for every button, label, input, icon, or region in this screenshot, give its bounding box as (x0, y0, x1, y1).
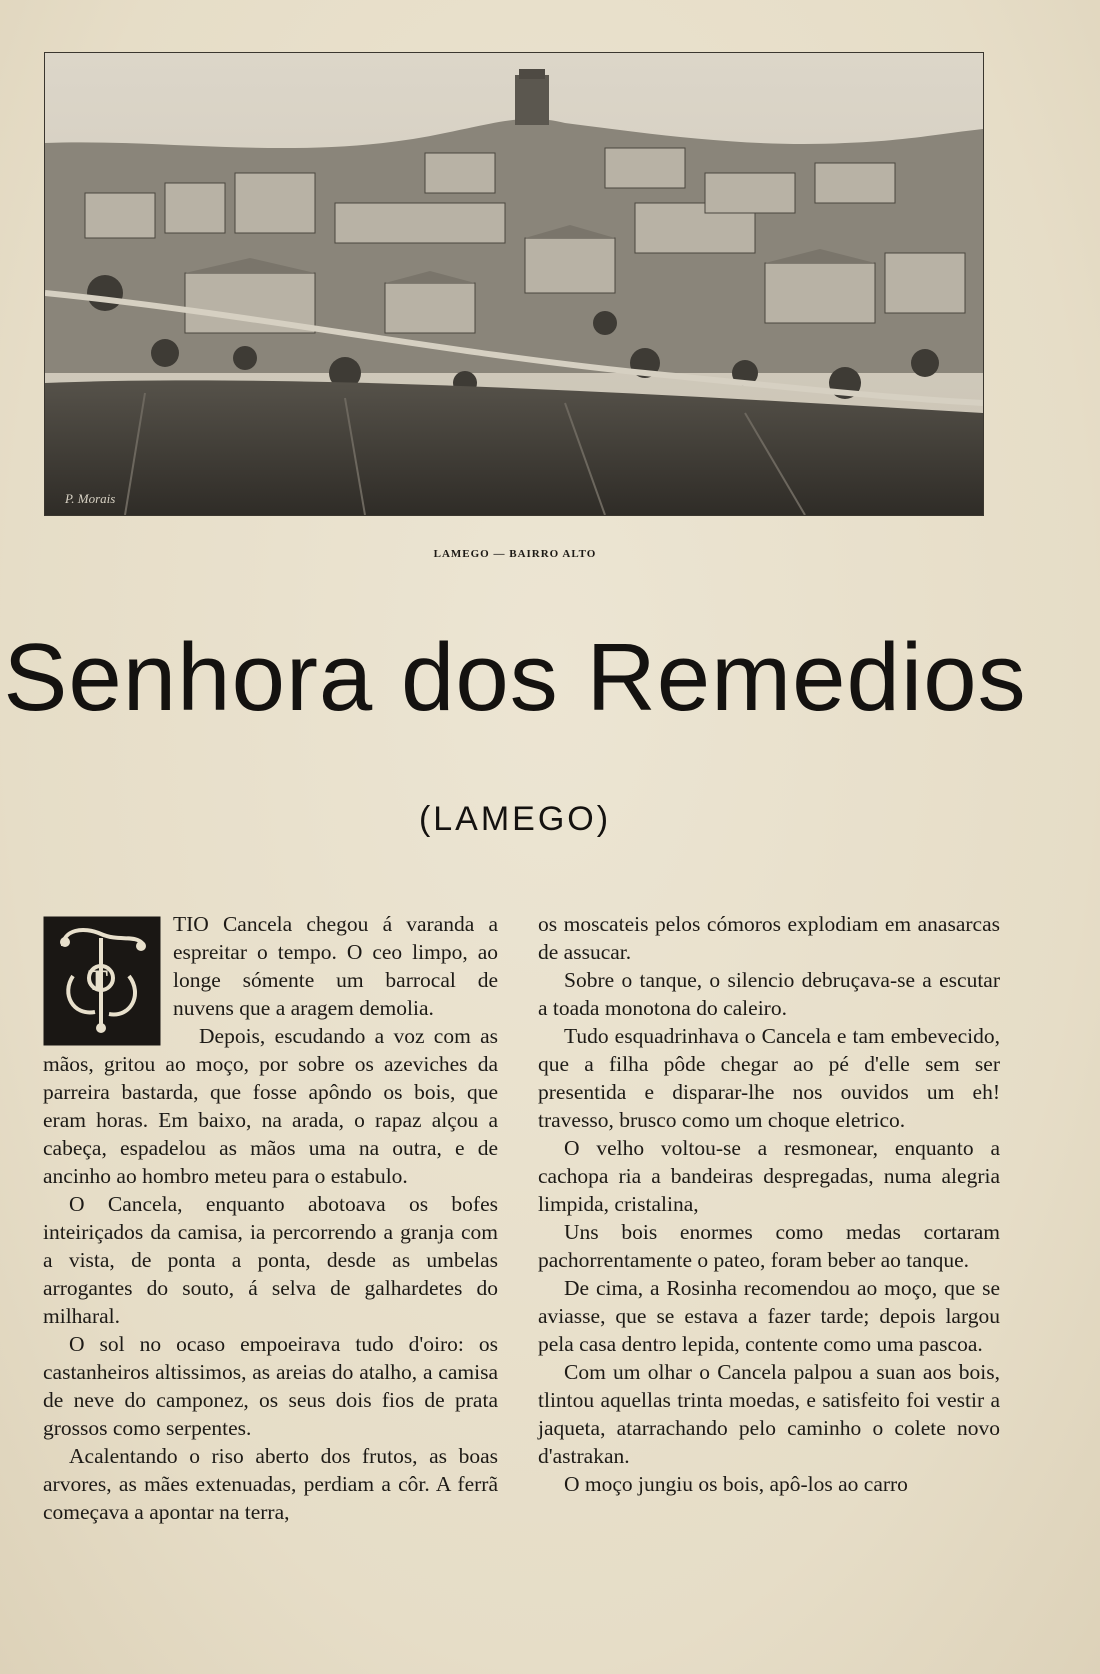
paragraph: Depois, escudando a voz com as mãos, gritou ao moço, por sobre os azeviches da parreira bastarda, que fosse apôndo os bois, que eram horas. Em baixo, na arada, o rapaz alçou a cabeça, espadelou as mãos uma na outra, e de ancinho ao hombro meteu para o estabulo. (43, 1024, 498, 1188)
paragraph: De cima, a Rosinha recomendou ao moço, que se aviasse, que se estava a fazer tarde; depois largou pela casa dentro lepida, contente como uma pascoa. (538, 1276, 1000, 1356)
text-column-right (538, 910, 1000, 1498)
paragraph: Acalentando o riso aberto dos frutos, as boas arvores, as mães extenuadas, perdiam a côr. A ferrã começava a apontar na terra, (43, 1444, 498, 1524)
paragraph: O velho voltou-se a resmonear, enquanto a cachopa ria a bandeiras despregadas, numa alegria limpida, cristalina, (538, 1136, 1000, 1216)
photo-caption: LAMEGO — BAIRRO ALTO (433, 548, 597, 560)
photographer-signature: P. Morais (65, 491, 116, 506)
article-subtitle: (LAMEGO) (418, 800, 612, 838)
paragraph: TIO Cancela chegou á varanda a espreitar o tempo. O ceo limpo, ao longe sómente um barrocal de nuvens que a aragem demolia. (173, 912, 498, 1020)
paragraph: Com um olhar o Cancela palpou a suan aos bois, tlintou aquellas trinta moedas, e satisfeito foi vestir a jaqueta, atarrachando pelo caminho o colete novo d'astrakan. (538, 1360, 1000, 1468)
paragraph: Tudo esquadrinhava o Cancela e tam embevecido, que a filha pôde chegar ao pé d'elle sem ser presentida e disparar-lhe nos ouvidos um eh! travesso, brusco como um choque eletrico. (538, 1024, 1000, 1132)
ornamental-dropcap (43, 916, 161, 1046)
paragraph: O sol no ocaso empoeirava tudo d'oiro: os castanheiros altissimos, as areias do atalho, a camisa de neve do camponez, os seus dois fios de prata grossos como serpentes. (43, 1332, 498, 1440)
text-column-left (43, 910, 498, 1526)
paragraph: Uns bois enormes como medas cortaram pachorrentamente o pateo, foram beber ao tanque. (538, 1220, 1000, 1272)
paragraph: O moço jungiu os bois, apô-los ao carro (564, 1472, 908, 1496)
town-photograph (44, 52, 984, 516)
article-title: Senhora dos Remedios (3, 624, 1027, 731)
paragraph: os moscateis pelos cómoros explodiam em anasarcas de assucar. (538, 912, 1000, 964)
paragraph: O Cancela, enquanto abotoava os bofes inteiriçados da camisa, ia percorrendo a granja com a vista, de ponta a ponta, desde as umbelas arrogantes do souto, á selva de galhardetes do milharal. (43, 1192, 498, 1328)
dropcap-letter: T (88, 964, 109, 997)
paragraph: Sobre o tanque, o silencio debruçava-se a escutar a toada monotona do caleiro. (538, 968, 1000, 1020)
